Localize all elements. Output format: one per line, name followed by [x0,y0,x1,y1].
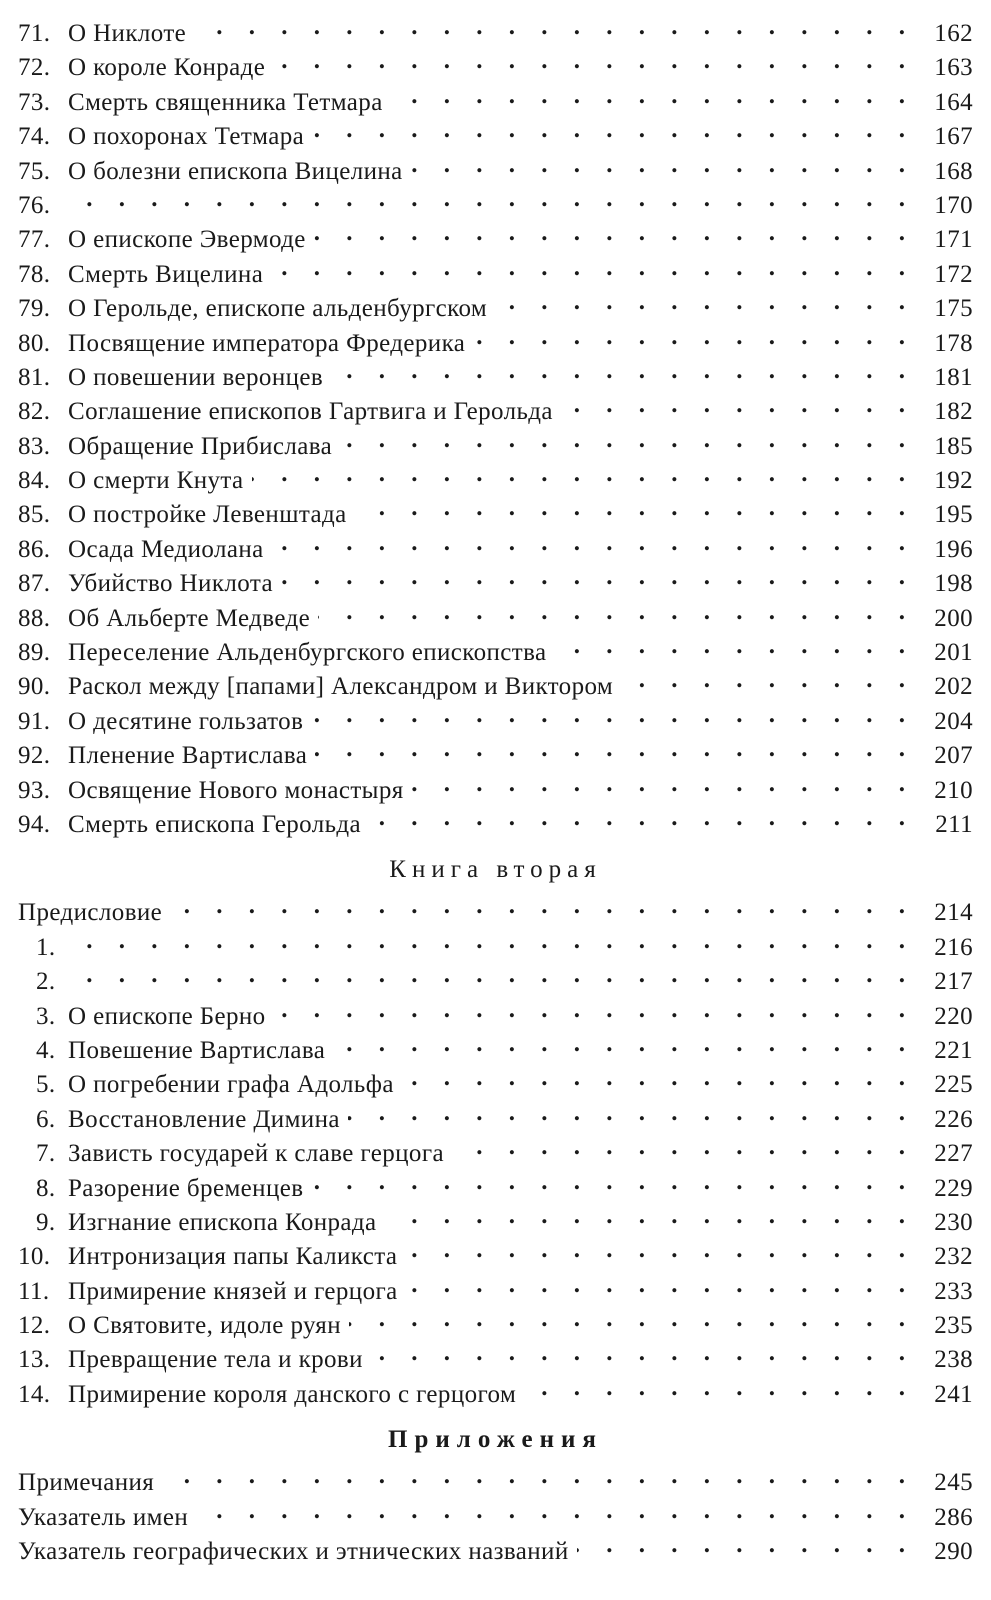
entry-page: 204 [934,707,973,735]
toc-entry[interactable] [18,930,973,964]
entry-page: 171 [934,226,973,254]
entry-title: Предисловие [18,899,163,927]
entry-title: Освящение Нового монастыря [68,776,404,804]
dot-leader [194,16,915,41]
entry-page: 290 [934,1538,973,1566]
entry-page: 214 [934,899,973,927]
dot-leader [314,222,915,247]
entry-title: О повешении веронцев [68,363,324,391]
dot-leader [355,497,915,522]
entry-title: Об Альберте Медведе [68,604,311,632]
dot-leader [76,930,915,955]
dot-leader [340,429,915,454]
entry-title: Указатель географических и этнических названий [18,1538,569,1566]
entry-title: Раскол между [папами] Александром и Виктором [68,673,614,701]
entry-title: Убийство Никлота [68,570,273,598]
toc-entry[interactable] [18,532,973,566]
dot-leader [452,1136,915,1161]
dot-leader [311,704,915,729]
entry-title: Изгнание епископа Конрада [68,1208,377,1236]
entry-number: 84. [18,467,51,495]
toc-entry[interactable] [18,1033,973,1067]
entry-number: 85. [18,501,51,529]
dot-leader [315,738,915,763]
entry-title: О погребении графа Адольфа [68,1071,394,1099]
entry-title: О короле Конраде [68,54,266,82]
entry-number: 90. [18,673,51,701]
entry-title: О Никлоте [68,20,187,47]
entry-title: О десятине гользатов [68,707,304,735]
dot-leader [196,1500,915,1525]
entry-title: Соглашение епископов Гартвига и Герольда [68,398,553,426]
toc-entry[interactable] [18,1171,973,1205]
entry-page: 207 [934,742,973,770]
entry-title: О смерти Кнута [68,467,244,495]
toc-entry[interactable] [18,1136,973,1170]
entry-page: 286 [934,1503,973,1531]
dot-leader [621,669,915,694]
toc-entry[interactable] [18,669,973,703]
toc-entry[interactable] [18,635,973,669]
toc-entry[interactable] [18,394,973,428]
entry-title: Смерть епископа Герольда [68,810,361,838]
toc-entry[interactable] [18,360,973,394]
entry-page: 162 [934,20,973,47]
entry-page: 172 [934,260,973,288]
entry-number: 89. [18,639,51,667]
dot-leader [271,257,915,282]
toc-entry[interactable] [18,1239,973,1273]
toc-entry[interactable] [18,566,973,600]
entry-page: 241 [934,1380,973,1408]
dot-leader [349,1308,915,1333]
entry-number: 9. [36,1208,56,1236]
toc-entry[interactable] [18,257,973,291]
dot-leader [405,1239,915,1264]
entry-title: Повешение Вартислава [68,1036,326,1064]
entry-page: 225 [934,1071,973,1099]
entry-title: Указатель имен [18,1503,189,1531]
entry-page: 167 [934,123,973,151]
dot-leader [170,895,915,920]
entry-number: 5. [36,1071,56,1099]
toc-entry[interactable] [18,704,973,738]
entry-title: О постройке Левенштада [68,501,347,529]
entry-number: 80. [18,329,51,357]
entry-title: Зависть государей к славе герцога [68,1140,444,1168]
entry-number: 75. [18,157,51,185]
toc-entry[interactable] [18,16,973,50]
appendix-heading: Приложения [388,1426,603,1454]
entry-page: 175 [934,295,973,323]
entry-page: 201 [934,639,973,667]
dot-leader [76,964,915,989]
dot-leader [369,807,915,832]
entry-page: 164 [934,88,973,116]
toc-entry[interactable] [18,1534,973,1568]
toc-entry[interactable] [18,1500,973,1534]
toc-entry[interactable] [18,463,973,497]
toc-entry[interactable] [18,999,973,1033]
entry-title: Обращение Прибислава [68,432,333,460]
toc-entry[interactable] [18,1465,973,1499]
appendix-entries [18,1465,973,1568]
toc-entry[interactable] [18,429,973,463]
entry-number: 94. [18,810,51,838]
dot-leader [281,566,915,591]
entry-page: 211 [935,810,973,838]
entry-title: Примирение короля данского с герцогом [68,1380,517,1408]
book1-entries [18,16,973,841]
entry-number: 93. [18,776,51,804]
entry-page: 229 [934,1174,973,1202]
entry-title: Пленение Вартислава [68,742,308,770]
entry-page: 226 [934,1105,973,1133]
toc-entry[interactable] [18,85,973,119]
entry-number: 83. [18,432,51,460]
toc-entry[interactable] [18,1377,973,1411]
entry-page: 221 [934,1036,973,1064]
entry-page: 245 [934,1469,973,1497]
entry-number: 91. [18,707,51,735]
entry-number: 73. [18,88,51,116]
toc-entry[interactable] [18,50,973,84]
dot-leader [577,1534,915,1559]
entry-number: 77. [18,226,51,254]
toc-entry-preface[interactable] [18,895,973,929]
dot-leader [561,394,915,419]
dot-leader [162,1465,915,1490]
toc-entry[interactable] [18,738,973,772]
entry-number: 81. [18,363,51,391]
entry-page: 220 [934,1002,973,1030]
toc-entry[interactable] [18,1102,973,1136]
dot-leader [348,1102,915,1127]
toc-entry[interactable] [18,601,973,635]
entry-page: 210 [934,776,973,804]
entry-title: Превращение тела и крови [68,1346,363,1374]
entry-page: 216 [934,933,973,961]
entry-title: О епископе Эвермоде [68,226,306,254]
entry-title: О похоронах Тетмара [68,123,305,151]
dot-leader [272,532,915,557]
book2-entries [18,895,973,1411]
dot-leader [76,188,915,213]
entry-page: 168 [934,157,973,185]
dot-leader [331,360,915,385]
entry-title: Посвящение императора Фредерика [68,329,466,357]
dot-leader [312,119,915,144]
entry-number: 14. [18,1380,51,1408]
entry-title: Интронизация папы Каликста [68,1243,398,1271]
entry-title: Примирение князей и герцога [68,1277,398,1305]
toc-entry[interactable] [18,188,973,222]
entry-page: 235 [934,1312,973,1340]
toc-entry[interactable] [18,326,973,360]
entry-page: 195 [934,501,973,529]
dot-leader [311,1171,915,1196]
entry-number: 10. [18,1243,51,1271]
toc-entry[interactable] [18,1205,973,1239]
toc-entry[interactable] [18,291,973,325]
entry-page: 217 [934,968,973,996]
entry-title: Осада Медиолана [68,535,264,563]
dot-leader [554,635,915,660]
entry-page: 202 [934,673,973,701]
dot-leader [273,50,915,75]
entry-number: 87. [18,570,51,598]
entry-number: 76. [18,191,51,219]
dot-leader [406,1274,915,1299]
entry-page: 178 [934,329,973,357]
entry-title: Восстановление Димина [68,1105,340,1133]
entry-title: Смерть священника Тетмара [68,88,383,116]
entry-page: 170 [934,191,973,219]
entry-number: 3. [36,1002,56,1030]
book2-heading: Книга вторая [389,856,602,884]
entry-page: 230 [934,1208,973,1236]
toc-entry[interactable] [18,1067,973,1101]
dot-leader [333,1033,915,1058]
dot-leader [318,601,915,626]
dot-leader [495,291,915,316]
entry-number: 4. [36,1036,56,1064]
toc-entry[interactable] [18,964,973,998]
entry-number: 78. [18,260,51,288]
entry-page: 163 [934,54,973,82]
entry-number: 72. [18,54,51,82]
toc-entry[interactable] [18,1342,973,1376]
entry-number: 11. [18,1277,50,1305]
entry-number: 88. [18,604,51,632]
entry-page: 198 [934,570,973,598]
toc-entry[interactable] [18,1274,973,1308]
toc-entry[interactable] [18,154,973,188]
entry-number: 12. [18,1312,51,1340]
toc-entry[interactable] [18,807,973,841]
dot-leader [252,463,915,488]
entry-number: 7. [36,1140,56,1168]
entry-title: Примечания [18,1469,155,1497]
entry-page: 181 [934,363,973,391]
dot-leader [402,1067,915,1092]
entry-page: 185 [934,432,973,460]
entry-title: Переселение Альденбургского епископства [68,639,547,667]
entry-title: Смерть Вицелина [68,260,264,288]
entry-title: Разорение бременцев [68,1174,304,1202]
entry-number: 92. [18,742,51,770]
dot-leader [385,1205,915,1230]
dot-leader [391,85,915,110]
toc-entry[interactable] [18,1308,973,1342]
dot-leader [412,773,915,798]
entry-page: 232 [934,1243,973,1271]
entry-page: 233 [934,1277,973,1305]
entry-page: 238 [934,1346,973,1374]
entry-number: 1. [36,933,56,961]
entry-page: 200 [934,604,973,632]
entry-number: 8. [36,1174,56,1202]
entry-number: 82. [18,398,51,426]
entry-page: 192 [934,467,973,495]
entry-number: 79. [18,295,51,323]
dot-leader [274,999,915,1024]
toc-entry[interactable] [18,222,973,256]
entry-title: О епископе Берно [68,1002,266,1030]
entry-title: О Герольде, епископе альденбургском [68,295,488,323]
entry-page: 227 [934,1140,973,1168]
entry-title: О Святовите, идоле руян [68,1312,341,1340]
toc-entry[interactable] [18,497,973,531]
dot-leader [371,1342,915,1367]
entry-number: 71. [18,20,51,47]
entry-number: 2. [36,968,56,996]
toc-entry[interactable] [18,119,973,153]
dot-leader [411,154,915,179]
toc-entry[interactable] [18,773,973,807]
entry-number: 13. [18,1346,51,1374]
entry-number: 86. [18,535,51,563]
table-of-contents [18,16,973,1568]
entry-number: 6. [36,1105,56,1133]
entry-page: 182 [934,398,973,426]
dot-leader [473,326,915,351]
entry-number: 74. [18,123,51,151]
dot-leader [524,1377,915,1402]
entry-page: 196 [934,535,973,563]
entry-title: О болезни епископа Вицелина [68,157,403,185]
